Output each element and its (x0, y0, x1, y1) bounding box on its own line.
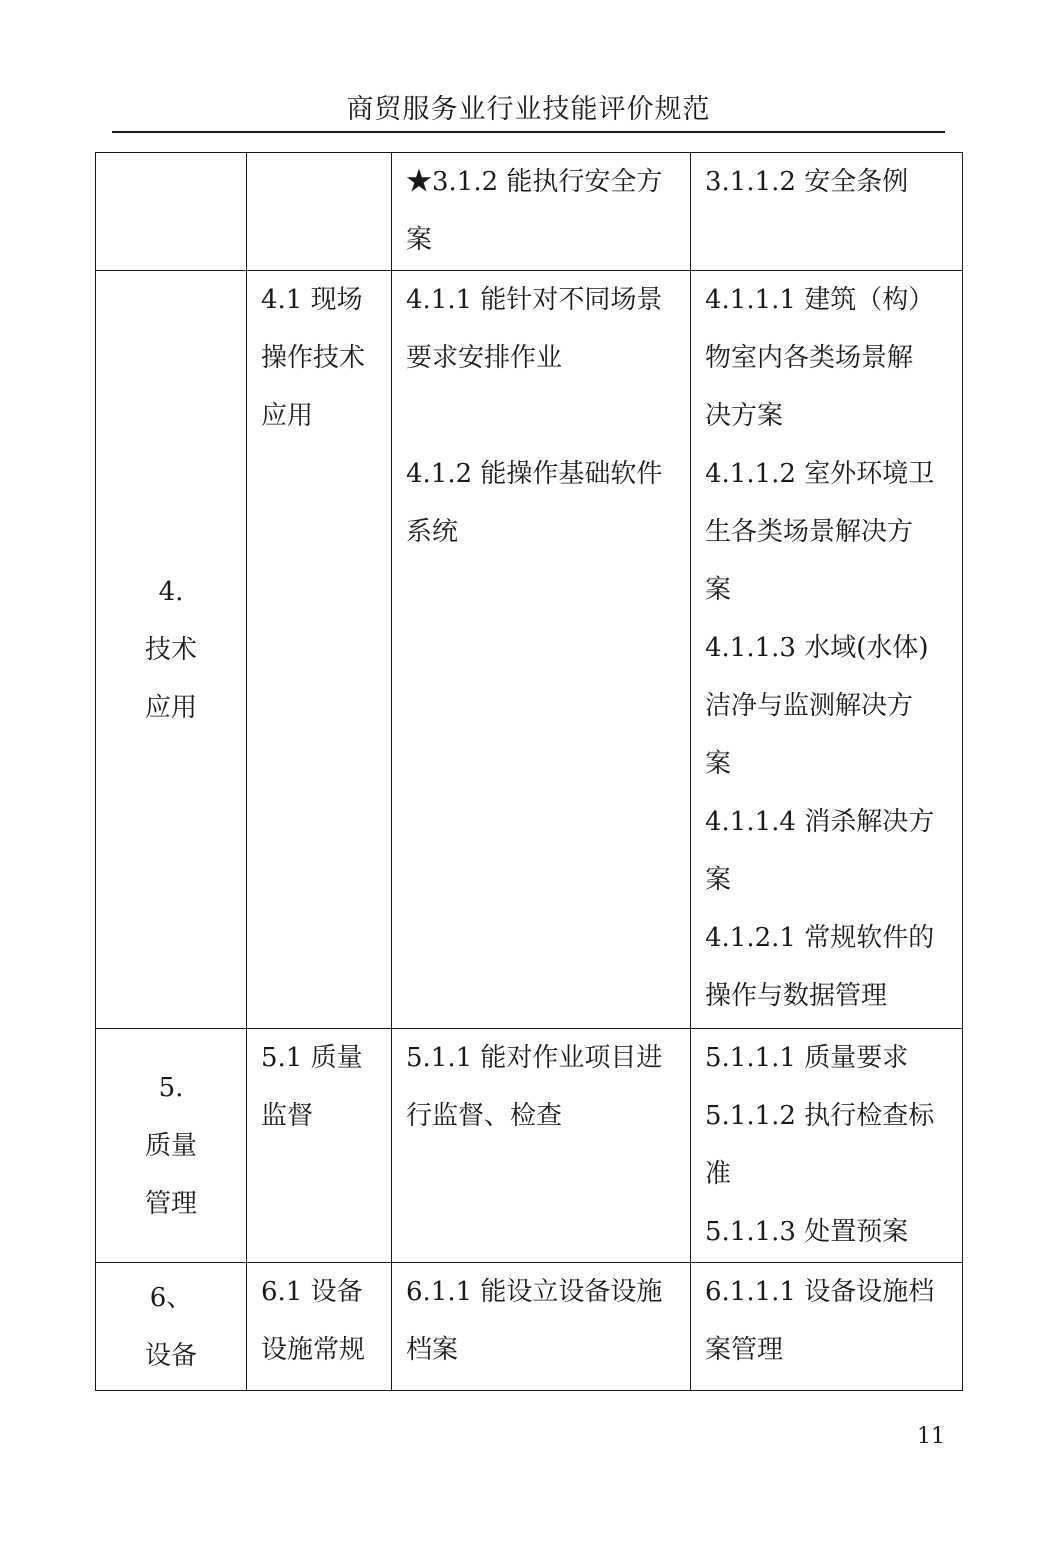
page-header-title: 商贸服务业行业技能评价规范 (346, 94, 711, 125)
domain-text-line: 4. (158, 576, 184, 607)
skill-text-line: 5.1.1 能对作业项目进 (406, 1043, 663, 1073)
knowledge-text-line: 5.1.1.2 执行检查标 (705, 1101, 935, 1131)
domain-cell (96, 271, 247, 1029)
knowledge-text-line: 决方案 (705, 401, 784, 431)
header-divider (112, 131, 945, 133)
table-row (96, 1263, 963, 1391)
knowledge-text-line: 准 (705, 1159, 732, 1189)
knowledge-text-line: 案 (705, 749, 732, 779)
knowledge-cell (691, 1263, 963, 1391)
domain-text-line: 6、 (149, 1282, 193, 1313)
domain-text-line: 管理 (144, 1188, 197, 1219)
table-row (96, 271, 963, 1029)
knowledge-text-line: 生各类场景解决方 (705, 517, 914, 547)
knowledge-text-line: 4.1.1.2 室外环境卫 (705, 459, 935, 489)
skill-spacer (406, 387, 684, 445)
unit-cell (247, 1029, 392, 1263)
unit-text-line: 操作技术 (261, 343, 366, 373)
table-row (96, 153, 963, 271)
knowledge-cell (691, 1029, 963, 1263)
domain-text-line: 5. (158, 1072, 184, 1103)
knowledge-text-line: 4.1.2.1 常规软件的 (705, 923, 935, 953)
domain-text-line: 质量 (144, 1130, 197, 1161)
skill-cell (392, 153, 691, 271)
knowledge-text-line: 案 (705, 575, 732, 605)
skill-text-line: ★3.1.2 能执行安全方 (406, 167, 663, 197)
knowledge-text-line: 物室内各类场景解 (705, 343, 914, 373)
knowledge-cell (691, 153, 963, 271)
skill-text-line: 系统 (406, 517, 459, 547)
knowledge-text-line: 4.1.1.1 建筑（构） (705, 285, 935, 315)
skill-text-line: 4.1.1 能针对不同场景 (406, 285, 663, 315)
unit-text-line: 6.1 设备 (261, 1277, 363, 1307)
knowledge-text-line: 6.1.1.1 设备设施档 (705, 1277, 935, 1307)
unit-text-line: 设施常规 (261, 1335, 366, 1365)
page-number: 11 (917, 1424, 945, 1449)
skill-cell (392, 1263, 691, 1391)
knowledge-text-line: 案 (705, 865, 732, 895)
knowledge-cell (691, 271, 963, 1029)
knowledge-text-line: 4.1.1.3 水域(水体) (705, 633, 929, 663)
skill-cell (392, 1029, 691, 1263)
knowledge-text-line: 5.1.1.3 处置预案 (705, 1217, 909, 1247)
unit-text-line: 5.1 质量 (261, 1043, 363, 1073)
skill-text-line: 6.1.1 能设立设备设施 (406, 1277, 663, 1307)
knowledge-text-line: 洁净与监测解决方 (705, 691, 914, 721)
unit-cell (247, 271, 392, 1029)
unit-cell (247, 1263, 392, 1391)
knowledge-text-line: 操作与数据管理 (705, 981, 888, 1011)
table-row (96, 1029, 963, 1263)
skill-text-line: 档案 (406, 1335, 459, 1365)
unit-cell (247, 153, 392, 271)
domain-cell (96, 1029, 247, 1263)
domain-cell (96, 1263, 247, 1391)
skill-text-line: 4.1.2 能操作基础软件 (406, 459, 663, 489)
domain-text-line: 技术 (144, 634, 197, 665)
skill-spec-table (95, 152, 963, 1391)
knowledge-text-line: 案管理 (705, 1335, 784, 1365)
unit-text-line: 4.1 现场 (261, 285, 363, 315)
knowledge-text-line: 5.1.1.1 质量要求 (705, 1043, 909, 1073)
skill-text-line: 案 (406, 225, 433, 255)
skill-text-line: 要求安排作业 (406, 343, 563, 373)
knowledge-text-line: 4.1.1.4 消杀解决方 (705, 807, 935, 837)
unit-text-line: 监督 (261, 1101, 314, 1131)
skill-text-line: 行监督、检查 (406, 1101, 563, 1131)
domain-text-line: 应用 (144, 692, 197, 723)
knowledge-text-line: 3.1.1.2 安全条例 (705, 167, 909, 197)
domain-cell (96, 153, 247, 271)
domain-text-line: 设备 (144, 1340, 197, 1371)
skill-cell (392, 271, 691, 1029)
unit-text-line: 应用 (261, 401, 314, 431)
